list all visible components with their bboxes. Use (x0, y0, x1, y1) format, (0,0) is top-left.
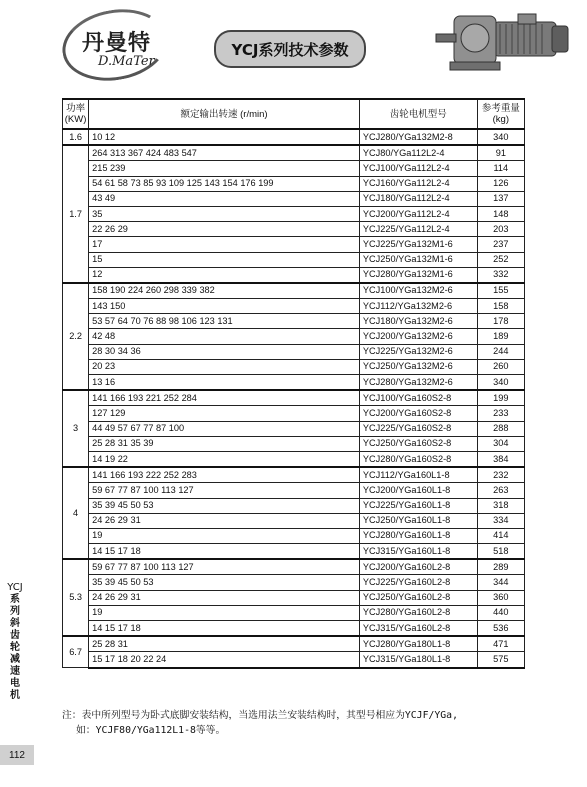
side-char: 减 (10, 654, 20, 665)
weight-cell: 360 (477, 590, 524, 605)
weight-cell: 332 (477, 267, 524, 283)
speed-cell: 264 313 367 424 483 547 (89, 145, 360, 161)
weight-cell: 237 (477, 237, 524, 252)
speed-cell: 24 26 29 31 (89, 513, 360, 528)
table-row (63, 314, 525, 329)
speed-cell: 141 166 193 221 252 284 (89, 390, 360, 406)
weight-cell: 344 (477, 575, 524, 590)
weight-cell: 340 (477, 129, 524, 145)
table-row (63, 329, 525, 344)
weight-cell: 114 (477, 161, 524, 176)
table-row (63, 222, 525, 237)
model-cell: YCJ100/YGa132M2-6 (359, 283, 477, 299)
weight-cell: 340 (477, 375, 524, 391)
speed-cell: 17 (89, 237, 360, 252)
side-char: 齿 (10, 630, 20, 641)
speed-cell: 10 12 (89, 129, 360, 145)
weight-cell: 199 (477, 390, 524, 406)
header-weight-label: 参考重量 (kg) (481, 103, 520, 125)
table-row (63, 176, 525, 191)
model-cell: YCJ250/YGa132M2-6 (359, 359, 477, 374)
model-cell: YCJ225/YGa160S2-8 (359, 421, 477, 436)
table-row (63, 161, 525, 176)
weight-cell: 384 (477, 451, 524, 467)
weight-cell: 440 (477, 605, 524, 620)
table-row (63, 636, 525, 652)
speed-cell: 143 150 (89, 299, 360, 314)
model-cell: YCJ250/YGa132M1-6 (359, 252, 477, 267)
page-title-badge (214, 30, 366, 68)
weight-cell: 158 (477, 299, 524, 314)
model-cell: YCJ280/YGa132M2-8 (359, 129, 477, 145)
power-cell: 6.7 (63, 636, 89, 667)
side-series-code: YCJ (7, 582, 23, 593)
speed-cell: 35 39 45 50 53 (89, 575, 360, 590)
model-cell: YCJ280/YGa132M2-6 (359, 375, 477, 391)
model-cell: YCJ250/YGa160L1-8 (359, 513, 477, 528)
speed-cell: 53 57 64 70 76 88 98 106 123 131 (89, 314, 360, 329)
weight-cell: 304 (477, 436, 524, 451)
footnote (62, 708, 542, 738)
model-cell: YCJ315/YGa160L1-8 (359, 544, 477, 560)
model-cell: YCJ225/YGa132M1-6 (359, 237, 477, 252)
speed-cell: 215 239 (89, 161, 360, 176)
speed-cell: 25 28 31 35 39 (89, 436, 360, 451)
speed-cell: 19 (89, 528, 360, 543)
speed-cell: 35 (89, 206, 360, 221)
speed-cell: 12 (89, 267, 360, 283)
table-row (63, 267, 525, 283)
table-row (63, 652, 525, 668)
speed-cell: 59 67 77 87 100 113 127 (89, 483, 360, 498)
table-row (63, 237, 525, 252)
model-cell: YCJ225/YGa160L1-8 (359, 498, 477, 513)
header-power (63, 99, 89, 129)
header-weight (477, 99, 524, 129)
speed-cell: 20 23 (89, 359, 360, 374)
speed-cell: 141 166 193 222 252 283 (89, 467, 360, 483)
power-cell: 5.3 (63, 559, 89, 636)
table-row (63, 206, 525, 221)
model-cell: YCJ200/YGa160L1-8 (359, 483, 477, 498)
model-cell: YCJ200/YGa160S2-8 (359, 406, 477, 421)
weight-cell: 91 (477, 145, 524, 161)
model-cell: YCJ112/YGa132M2-6 (359, 299, 477, 314)
page-number: 112 (9, 749, 25, 761)
power-cell: 1.6 (63, 129, 89, 145)
weight-cell: 155 (477, 283, 524, 299)
speed-cell: 127 129 (89, 406, 360, 421)
speed-cell: 44 49 57 67 77 87 100 (89, 421, 360, 436)
speed-cell: 19 (89, 605, 360, 620)
weight-cell: 536 (477, 621, 524, 637)
footnote-line-1: 注：表中所列型号为卧式底脚安装结构，当选用法兰安装结构时，其型号相应为YCJF/YGa, (62, 710, 458, 721)
speed-cell: 14 15 17 18 (89, 621, 360, 637)
table-row (63, 375, 525, 391)
weight-cell: 575 (477, 652, 524, 668)
model-cell: YCJ225/YGa112L2-4 (359, 222, 477, 237)
model-cell: YCJ180/YGa112L2-4 (359, 191, 477, 206)
table-row (63, 467, 525, 483)
table-row (63, 498, 525, 513)
table-row (63, 605, 525, 620)
table-header-row (63, 99, 525, 129)
weight-cell: 518 (477, 544, 524, 560)
side-char: 电 (10, 678, 20, 689)
table-row (63, 421, 525, 436)
speed-cell: 54 61 58 73 85 93 109 125 143 154 176 199 (89, 176, 360, 191)
weight-cell: 244 (477, 344, 524, 359)
speed-cell: 59 67 77 87 100 113 127 (89, 559, 360, 575)
model-cell: YCJ250/YGa160L2-8 (359, 590, 477, 605)
table-row (63, 436, 525, 451)
table-row (63, 590, 525, 605)
model-cell: YCJ280/YGa160L1-8 (359, 528, 477, 543)
model-cell: YCJ80/YGa112L2-4 (359, 145, 477, 161)
side-section-label (7, 582, 23, 702)
power-cell: 1.7 (63, 145, 89, 283)
weight-cell: 126 (477, 176, 524, 191)
gear-motor-image (434, 8, 574, 76)
model-cell: YCJ315/YGa180L1-8 (359, 652, 477, 668)
side-char: 速 (10, 666, 20, 677)
side-char: 斜 (10, 618, 20, 629)
model-cell: YCJ160/YGa112L2-4 (359, 176, 477, 191)
table-row (63, 283, 525, 299)
table-row (63, 544, 525, 560)
weight-cell: 260 (477, 359, 524, 374)
table-row (63, 129, 525, 145)
model-cell: YCJ112/YGa160L1-8 (359, 467, 477, 483)
side-char: 列 (10, 606, 20, 617)
model-cell: YCJ225/YGa160L2-8 (359, 575, 477, 590)
logo-chinese-name: 丹曼特 (82, 31, 152, 56)
table-row (63, 359, 525, 374)
table-row (63, 513, 525, 528)
speed-cell: 15 17 18 20 22 24 (89, 652, 360, 668)
weight-cell: 232 (477, 467, 524, 483)
model-cell: YCJ280/YGa132M1-6 (359, 267, 477, 283)
model-cell: YCJ225/YGa132M2-6 (359, 344, 477, 359)
table-row (63, 406, 525, 421)
spec-table (62, 98, 525, 669)
logo-english-name: D.MaTer (98, 54, 155, 69)
model-cell: YCJ315/YGa160L2-8 (359, 621, 477, 637)
table-row (63, 451, 525, 467)
speed-cell: 14 15 17 18 (89, 544, 360, 560)
model-cell: YCJ280/YGa160L2-8 (359, 605, 477, 620)
table-row (63, 299, 525, 314)
model-cell: YCJ280/YGa180L1-8 (359, 636, 477, 652)
table-row (63, 575, 525, 590)
side-series-name (7, 594, 23, 702)
speed-cell: 25 28 31 (89, 636, 360, 652)
side-char: 系 (10, 594, 20, 605)
page-title: YCJ系列技术参数 (231, 40, 349, 59)
model-cell: YCJ200/YGa132M2-6 (359, 329, 477, 344)
power-cell: 2.2 (63, 283, 89, 390)
table-body (63, 129, 525, 668)
model-cell: YCJ180/YGa132M2-6 (359, 314, 477, 329)
weight-cell: 189 (477, 329, 524, 344)
weight-cell: 414 (477, 528, 524, 543)
power-cell: 3 (63, 390, 89, 467)
table-row (63, 344, 525, 359)
weight-cell: 178 (477, 314, 524, 329)
model-cell: YCJ280/YGa160S2-8 (359, 451, 477, 467)
weight-cell: 263 (477, 483, 524, 498)
header-speed: 额定输出转速 (r/min) (89, 99, 360, 129)
weight-cell: 148 (477, 206, 524, 221)
table-row (63, 559, 525, 575)
speed-cell: 15 (89, 252, 360, 267)
weight-cell: 137 (477, 191, 524, 206)
table-row (63, 483, 525, 498)
model-cell: YCJ200/YGa160L2-8 (359, 559, 477, 575)
table-row (63, 252, 525, 267)
page-number-box (0, 745, 34, 765)
header-power-label: 功率 (KW) (64, 103, 87, 125)
table-row (63, 191, 525, 206)
table-row (63, 528, 525, 543)
power-cell: 4 (63, 467, 89, 559)
speed-cell: 35 39 45 50 53 (89, 498, 360, 513)
model-cell: YCJ100/YGa112L2-4 (359, 161, 477, 176)
weight-cell: 203 (477, 222, 524, 237)
weight-cell: 334 (477, 513, 524, 528)
speed-cell: 43 49 (89, 191, 360, 206)
weight-cell: 318 (477, 498, 524, 513)
table-row (63, 145, 525, 161)
speed-cell: 24 26 29 31 (89, 590, 360, 605)
weight-cell: 471 (477, 636, 524, 652)
speed-cell: 22 26 29 (89, 222, 360, 237)
model-cell: YCJ100/YGa160S2-8 (359, 390, 477, 406)
header-model: 齿轮电机型号 (359, 99, 477, 129)
weight-cell: 289 (477, 559, 524, 575)
model-cell: YCJ250/YGa160S2-8 (359, 436, 477, 451)
weight-cell: 288 (477, 421, 524, 436)
model-cell: YCJ200/YGa112L2-4 (359, 206, 477, 221)
speed-cell: 42 48 (89, 329, 360, 344)
table-row (63, 621, 525, 637)
speed-cell: 158 190 224 260 298 339 382 (89, 283, 360, 299)
weight-cell: 252 (477, 252, 524, 267)
side-char: 轮 (10, 642, 20, 653)
brand-logo (62, 10, 182, 76)
footnote-line-2: 如：YCJF80/YGa112L1-8等等。 (76, 725, 226, 736)
weight-cell: 233 (477, 406, 524, 421)
speed-cell: 28 30 34 36 (89, 344, 360, 359)
side-char: 机 (10, 690, 20, 701)
table-row (63, 390, 525, 406)
speed-cell: 14 19 22 (89, 451, 360, 467)
speed-cell: 13 16 (89, 375, 360, 391)
